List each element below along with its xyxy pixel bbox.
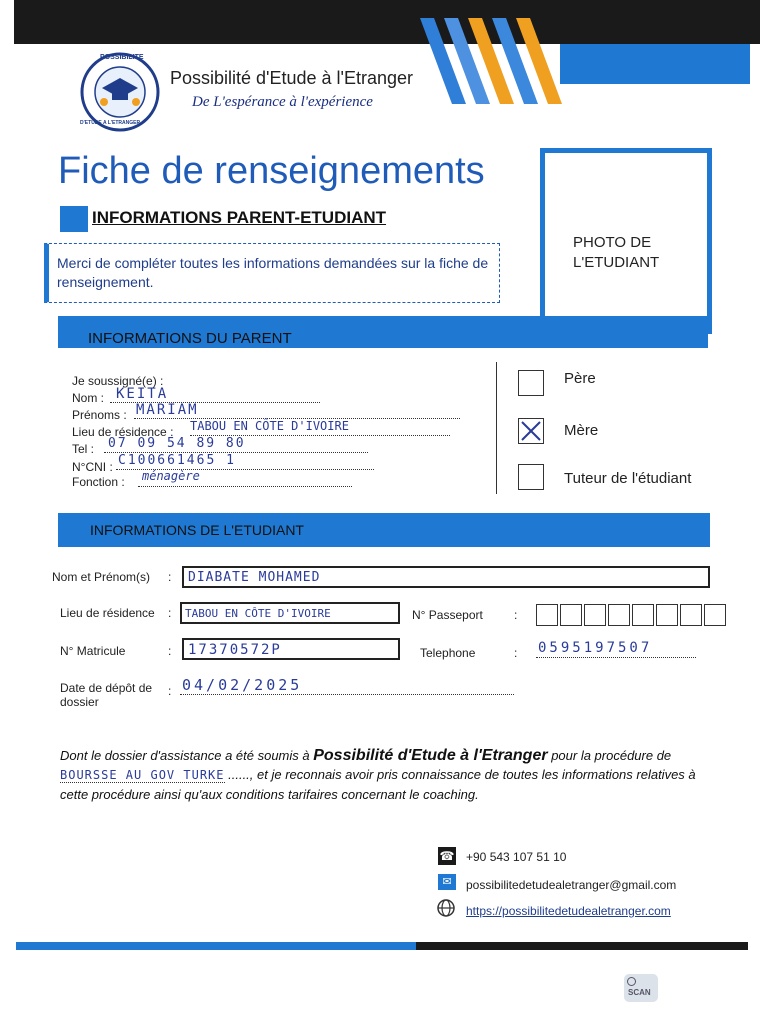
tuteur-checkbox[interactable] bbox=[518, 464, 544, 490]
passeport-box[interactable] bbox=[704, 604, 726, 626]
contact-phone: +90 543 107 51 10 bbox=[466, 850, 567, 864]
fonction-value: ménagère bbox=[142, 469, 200, 483]
parent-section-title: INFORMATIONS DU PARENT bbox=[88, 330, 292, 347]
declaration-org: Possibilité d'Etude à l'Etranger bbox=[313, 747, 548, 764]
nom-label: Nom : bbox=[72, 391, 105, 405]
instructions-text: Merci de compléter toutes les informations demandées sur la fiche de renseignement. bbox=[57, 255, 489, 290]
student-section-title: INFORMATIONS DE L'ETUDIANT bbox=[90, 522, 304, 538]
date-depot-field[interactable] bbox=[180, 678, 514, 695]
telephone-label: Telephone bbox=[420, 646, 476, 660]
pere-checkbox[interactable] bbox=[518, 370, 544, 396]
student-name-colon: : bbox=[168, 570, 172, 584]
student-residence-colon: : bbox=[168, 606, 172, 620]
telephone-colon: : bbox=[514, 646, 518, 660]
parent-residence-field[interactable] bbox=[190, 421, 450, 436]
matricule-value: 17370572P bbox=[188, 642, 282, 658]
telephone-value: 0595197507 bbox=[538, 640, 653, 656]
declaration-part3: ......, et je reconnais avoir pris connaissance de toutes les informations relatives à cette procédure ainsi qu'aux conditions tarifaires concernant le coaching. bbox=[60, 767, 696, 802]
checkmark-x-icon bbox=[519, 419, 543, 443]
parent-residence-value: TABOU EN CÔTE D'IVOIRE bbox=[190, 419, 349, 433]
passeport-box[interactable] bbox=[560, 604, 582, 626]
stripes-decoration bbox=[410, 18, 590, 106]
fonction-label: Fonction : bbox=[72, 475, 125, 489]
phone-icon: ☎ bbox=[439, 849, 455, 863]
instructions-box bbox=[44, 243, 500, 303]
org-name: Possibilité d'Etude à l'Etranger bbox=[170, 68, 414, 88]
scan-icon bbox=[627, 977, 636, 986]
logo bbox=[78, 52, 162, 132]
contact-website[interactable]: https://possibilitedetudealetranger.com bbox=[466, 904, 671, 918]
parent-section-bar bbox=[58, 316, 708, 348]
passeport-colon: : bbox=[514, 608, 518, 622]
cni-label: N°CNI : bbox=[72, 460, 113, 474]
footer-bar-blue bbox=[16, 942, 416, 950]
prenoms-value: MARIAM bbox=[136, 402, 199, 418]
student-name-value: DIABATE MOHAMED bbox=[188, 570, 321, 585]
passeport-box[interactable] bbox=[536, 604, 558, 626]
photo-box bbox=[540, 148, 712, 334]
prenoms-label: Prénoms : bbox=[72, 408, 127, 422]
mere-label: Mère bbox=[564, 422, 599, 439]
section-marker bbox=[60, 206, 88, 232]
logo-text-bottom: D'ETUDE A L'ETRANGER bbox=[80, 120, 141, 126]
date-depot-label: Date de dépôt de dossier bbox=[60, 681, 153, 709]
footer-bar-dark bbox=[416, 942, 748, 950]
prenoms-field[interactable] bbox=[134, 404, 460, 419]
fonction-field[interactable] bbox=[138, 469, 352, 487]
passeport-box[interactable] bbox=[680, 604, 702, 626]
cni-field[interactable] bbox=[116, 455, 374, 470]
residence-label: Lieu de résidence : bbox=[72, 425, 174, 439]
student-residence-field[interactable] bbox=[180, 602, 400, 624]
email-icon: ✉ bbox=[438, 874, 456, 890]
globe-icon bbox=[436, 898, 456, 918]
nom-field[interactable] bbox=[110, 388, 320, 403]
passeport-boxes[interactable] bbox=[536, 604, 728, 626]
top-banner bbox=[14, 0, 760, 44]
matricule-colon: : bbox=[168, 644, 172, 658]
section-parent-student-title: INFORMATIONS PARENT-ETUDIANT bbox=[92, 208, 387, 227]
matricule-label: N° Matricule bbox=[60, 644, 126, 658]
passeport-box[interactable] bbox=[608, 604, 630, 626]
student-residence-label: Lieu de résidence bbox=[60, 606, 155, 620]
matricule-field[interactable] bbox=[182, 638, 400, 660]
date-depot-colon: : bbox=[168, 684, 172, 698]
declaration-part1: Dont le dossier d'assistance a été soumis à bbox=[60, 748, 310, 763]
mere-checkbox[interactable] bbox=[518, 418, 544, 444]
declaration-text bbox=[60, 746, 710, 804]
photo-label: PHOTO DE L'ETUDIANT bbox=[573, 234, 660, 271]
passeport-label: N° Passeport bbox=[412, 608, 483, 622]
student-residence-value: TABOU EN CÔTE D'IVOIRE bbox=[185, 607, 331, 620]
tagline: De L'espérance à l'expérience bbox=[192, 94, 373, 110]
page-title: Fiche de renseignements bbox=[58, 150, 485, 192]
soussigne-label: Je soussigné(e) : bbox=[72, 374, 164, 388]
telephone-field[interactable] bbox=[536, 641, 696, 658]
pere-label: Père bbox=[564, 370, 596, 387]
parent-tel-value: 07 09 54 89 80 bbox=[108, 436, 246, 451]
tel-label: Tel : bbox=[72, 442, 95, 456]
logo-text-top: POSSIBILITE bbox=[100, 54, 144, 61]
scan-badge bbox=[624, 974, 658, 1002]
passeport-box[interactable] bbox=[584, 604, 606, 626]
student-name-field[interactable] bbox=[182, 566, 710, 588]
scan-label: SCAN bbox=[628, 988, 651, 997]
contact-email[interactable]: possibilitedetudealetranger@gmail.com bbox=[466, 878, 677, 892]
vertical-divider bbox=[496, 362, 497, 494]
nom-value: KEITA bbox=[116, 386, 169, 402]
cni-value: C100661465 1 bbox=[118, 453, 236, 468]
tuteur-label: Tuteur de l'étudiant bbox=[564, 470, 692, 487]
student-name-label: Nom et Prénom(s) bbox=[52, 570, 151, 584]
date-depot-value: 04/02/2025 bbox=[182, 676, 303, 694]
student-section-bar bbox=[58, 513, 710, 547]
passeport-box[interactable] bbox=[656, 604, 678, 626]
passeport-box[interactable] bbox=[632, 604, 654, 626]
parent-tel-field[interactable] bbox=[104, 438, 368, 453]
declaration-part2: pour la procédure de bbox=[551, 748, 672, 763]
procedure-value[interactable]: BOURSSE AU GOV TURKE bbox=[60, 768, 225, 782]
